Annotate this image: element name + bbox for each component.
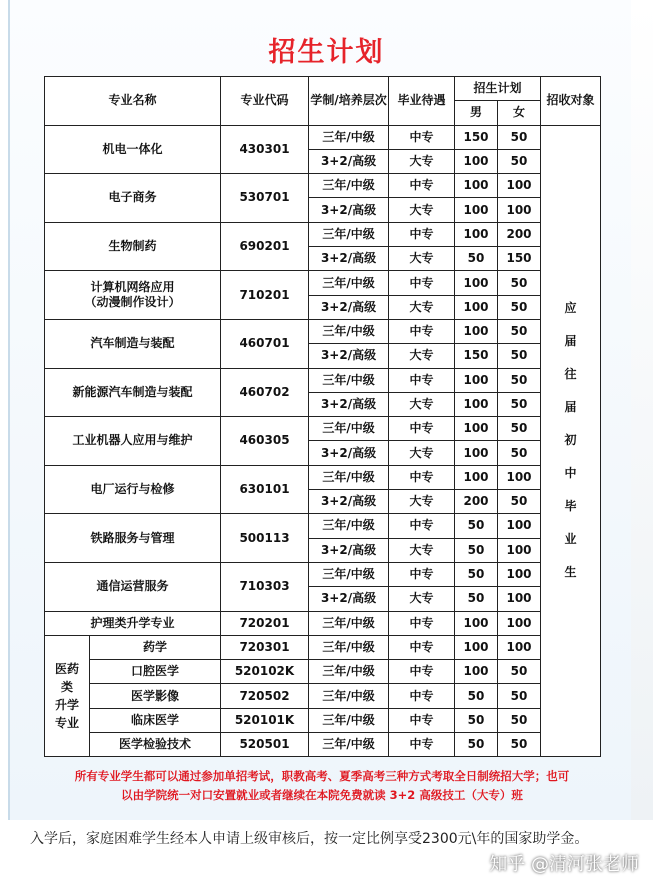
- major-name-text: 工业机器人应用与维护: [72, 433, 193, 448]
- footer-text: 入学后，家庭困难学生经本人申请上级审核后，按一定比例享受2300元\年的国家助学金。: [30, 831, 589, 847]
- major-code: 520102K: [221, 660, 309, 684]
- treatment-cell: 中专: [389, 733, 455, 757]
- page-title: 招生计划: [268, 37, 385, 68]
- level-cell: 三年/中级: [309, 368, 389, 392]
- major-name-text: 电子商务: [108, 190, 157, 205]
- group-label-line: 升学: [54, 698, 79, 713]
- header-major-code: 专业代码: [221, 77, 309, 126]
- level-cell: 三年/中级: [309, 465, 389, 489]
- treatment-cell: 大专: [389, 392, 455, 416]
- level-cell: 三年/中级: [309, 417, 389, 441]
- female-count: 50: [498, 368, 541, 392]
- table-row: [45, 733, 601, 757]
- audience-char: 中: [564, 466, 577, 481]
- treatment-cell: 中专: [389, 684, 455, 708]
- major-name: [45, 319, 221, 368]
- table-row: [45, 465, 601, 489]
- major-name: [45, 271, 221, 320]
- male-count: 100: [455, 441, 498, 465]
- major-name: [45, 465, 221, 514]
- major-name-text: 机电一体化: [102, 141, 163, 156]
- header-audience: 招收对象: [541, 77, 601, 126]
- female-count: 50: [498, 708, 541, 732]
- treatment-cell: 中专: [389, 465, 455, 489]
- male-count: 100: [455, 222, 498, 246]
- treatment-cell: 大专: [389, 441, 455, 465]
- female-count: 150: [498, 247, 541, 271]
- female-count: 100: [498, 465, 541, 489]
- male-count: 100: [455, 417, 498, 441]
- male-count: 50: [455, 247, 498, 271]
- table-row: [45, 222, 601, 246]
- major-name: [45, 174, 221, 223]
- major-name-text: 计算机网络应用: [90, 280, 175, 295]
- audience-char: 毕: [564, 499, 577, 514]
- female-count: 50: [498, 490, 541, 514]
- major-name-text: 新能源汽车制造与装配: [72, 384, 193, 399]
- treatment-cell: 大专: [389, 490, 455, 514]
- watermark: 知乎 @清河张老师: [489, 854, 639, 875]
- treatment-cell: 中专: [389, 708, 455, 732]
- male-count: 50: [455, 708, 498, 732]
- treatment-cell: 中专: [389, 368, 455, 392]
- audience-char: 届: [564, 400, 577, 415]
- major-name-text: 铁路服务与管理: [90, 530, 175, 545]
- audience-char: 届: [564, 334, 577, 349]
- major-name-text: 电厂运行与检修: [90, 482, 175, 497]
- major-name: [45, 125, 221, 174]
- header-plan: 招生计划: [455, 77, 541, 101]
- level-cell: 3+2/高级: [309, 295, 389, 319]
- header-duration: 学制/培养层次: [309, 77, 389, 126]
- major-name: [45, 368, 221, 417]
- level-cell: 三年/中级: [309, 174, 389, 198]
- table-row: [45, 684, 601, 708]
- female-count: 50: [498, 271, 541, 295]
- major-code: 720502: [221, 684, 309, 708]
- treatment-cell: 中专: [389, 635, 455, 659]
- female-count: 200: [498, 222, 541, 246]
- audience-char: 生: [564, 565, 577, 580]
- treatment-cell: 大专: [389, 247, 455, 271]
- female-count: 50: [498, 684, 541, 708]
- major-name: 临床医学: [90, 708, 221, 732]
- page-edge: [631, 0, 653, 820]
- level-cell: 3+2/高级: [309, 149, 389, 173]
- level-cell: 三年/中级: [309, 684, 389, 708]
- table-row: [45, 562, 601, 586]
- female-count: 100: [498, 538, 541, 562]
- treatment-cell: 大专: [389, 295, 455, 319]
- female-count: 50: [498, 344, 541, 368]
- male-count: 100: [455, 392, 498, 416]
- major-code: 710303: [221, 562, 309, 611]
- note-line-2: 以由学院统一对口安置就业或者继续在本院免费就读 3+2 高级技工（大专）班: [121, 788, 523, 802]
- table-body: [45, 125, 601, 757]
- treatment-cell: 大专: [389, 198, 455, 222]
- treatment-cell: 中专: [389, 660, 455, 684]
- level-cell: 三年/中级: [309, 514, 389, 538]
- table-row: [45, 319, 601, 343]
- treatment-cell: 大专: [389, 538, 455, 562]
- header-male: 男: [455, 101, 498, 125]
- male-count: 50: [455, 514, 498, 538]
- male-count: 100: [455, 149, 498, 173]
- group-label-line: 类: [60, 680, 73, 695]
- level-cell: 3+2/高级: [309, 490, 389, 514]
- female-count: 100: [498, 587, 541, 611]
- table-row: [45, 660, 601, 684]
- level-cell: 三年/中级: [309, 125, 389, 149]
- major-name: [45, 417, 221, 466]
- female-count: 100: [498, 635, 541, 659]
- table-row: [45, 708, 601, 732]
- major-code: 720301: [221, 635, 309, 659]
- major-name: [45, 222, 221, 271]
- major-code: 710201: [221, 271, 309, 320]
- level-cell: 三年/中级: [309, 319, 389, 343]
- header-treatment: 毕业待遇: [389, 77, 455, 126]
- male-count: 50: [455, 733, 498, 757]
- level-cell: 三年/中级: [309, 660, 389, 684]
- table-row: [45, 174, 601, 198]
- table-row: [45, 417, 601, 441]
- header-female: 女: [498, 101, 541, 125]
- audience-char: 业: [564, 532, 577, 547]
- major-name: [45, 562, 221, 611]
- header-major-name: 专业名称: [45, 77, 221, 126]
- level-cell: 三年/中级: [309, 733, 389, 757]
- major-code: 720201: [221, 611, 309, 635]
- table-row: [45, 125, 601, 149]
- level-cell: 3+2/高级: [309, 441, 389, 465]
- treatment-cell: 中专: [389, 271, 455, 295]
- male-count: 150: [455, 344, 498, 368]
- treatment-cell: 中专: [389, 611, 455, 635]
- female-count: 50: [498, 125, 541, 149]
- table-row: [45, 635, 601, 659]
- female-count: 50: [498, 441, 541, 465]
- treatment-cell: 中专: [389, 174, 455, 198]
- table-row: [45, 611, 601, 635]
- table-row: [45, 271, 601, 295]
- major-code: 500113: [221, 514, 309, 563]
- major-code: 630101: [221, 465, 309, 514]
- female-count: 50: [498, 392, 541, 416]
- female-count: 50: [498, 319, 541, 343]
- female-count: 50: [498, 295, 541, 319]
- group-label-line: 医药: [54, 662, 79, 677]
- male-count: 50: [455, 587, 498, 611]
- audience-cell: [541, 125, 601, 757]
- major-code: 460701: [221, 319, 309, 368]
- major-name: 口腔医学: [90, 660, 221, 684]
- major-code: 460305: [221, 417, 309, 466]
- major-code: 690201: [221, 222, 309, 271]
- note-line-1: 所有专业学生都可以通过参加单招考试，职教高考、夏季高考三种方式考取全日制统招大学；也可: [74, 769, 570, 783]
- level-cell: 3+2/高级: [309, 538, 389, 562]
- male-count: 100: [455, 319, 498, 343]
- major-code: 520101K: [221, 708, 309, 732]
- level-cell: 三年/中级: [309, 611, 389, 635]
- male-count: 50: [455, 538, 498, 562]
- treatment-cell: 中专: [389, 125, 455, 149]
- level-cell: 3+2/高级: [309, 392, 389, 416]
- level-cell: 3+2/高级: [309, 344, 389, 368]
- major-name: 药学: [90, 635, 221, 659]
- female-count: 100: [498, 174, 541, 198]
- female-count: 100: [498, 562, 541, 586]
- audience-char: 往: [564, 367, 577, 382]
- female-count: 100: [498, 198, 541, 222]
- major-code: 460702: [221, 368, 309, 417]
- male-count: 50: [455, 684, 498, 708]
- enrollment-table: [44, 76, 601, 757]
- treatment-cell: 中专: [389, 417, 455, 441]
- major-name: [45, 514, 221, 563]
- female-count: 100: [498, 514, 541, 538]
- female-count: 50: [498, 660, 541, 684]
- major-code: 520501: [221, 733, 309, 757]
- male-count: 100: [455, 635, 498, 659]
- major-name-text: 通信运营服务: [96, 579, 169, 594]
- major-name: 医学检验技术: [90, 733, 221, 757]
- level-cell: 三年/中级: [309, 708, 389, 732]
- female-count: 50: [498, 417, 541, 441]
- female-count: 50: [498, 733, 541, 757]
- major-name: 医学影像: [90, 684, 221, 708]
- major-name: 护理类升学专业: [45, 611, 221, 635]
- treatment-cell: 中专: [389, 222, 455, 246]
- treatment-cell: 大专: [389, 344, 455, 368]
- treatment-cell: 中专: [389, 562, 455, 586]
- treatment-cell: 中专: [389, 514, 455, 538]
- male-count: 200: [455, 490, 498, 514]
- male-count: 150: [455, 125, 498, 149]
- male-count: 100: [455, 611, 498, 635]
- major-code: 530701: [221, 174, 309, 223]
- major-name-sub: （动漫制作设计）: [84, 295, 181, 310]
- male-count: 100: [455, 465, 498, 489]
- male-count: 100: [455, 174, 498, 198]
- level-cell: 三年/中级: [309, 222, 389, 246]
- male-count: 50: [455, 562, 498, 586]
- level-cell: 3+2/高级: [309, 198, 389, 222]
- audience-char: 初: [564, 433, 577, 448]
- major-name-text: 汽车制造与装配: [90, 336, 175, 351]
- group-label-line: 专业: [54, 716, 79, 731]
- medical-group-label: [45, 635, 90, 756]
- male-count: 100: [455, 660, 498, 684]
- treatment-cell: 大专: [389, 587, 455, 611]
- treatment-cell: 中专: [389, 319, 455, 343]
- level-cell: 三年/中级: [309, 271, 389, 295]
- treatment-cell: 大专: [389, 149, 455, 173]
- female-count: 50: [498, 149, 541, 173]
- male-count: 100: [455, 198, 498, 222]
- female-count: 100: [498, 611, 541, 635]
- level-cell: 三年/中级: [309, 562, 389, 586]
- major-code: 430301: [221, 125, 309, 174]
- audience-char: 应: [564, 301, 577, 316]
- male-count: 100: [455, 368, 498, 392]
- male-count: 100: [455, 295, 498, 319]
- male-count: 100: [455, 271, 498, 295]
- level-cell: 3+2/高级: [309, 587, 389, 611]
- table-row: [45, 368, 601, 392]
- red-note: [44, 763, 600, 811]
- table-row: [45, 514, 601, 538]
- level-cell: 三年/中级: [309, 635, 389, 659]
- major-name-text: 生物制药: [108, 239, 157, 254]
- level-cell: 3+2/高级: [309, 247, 389, 271]
